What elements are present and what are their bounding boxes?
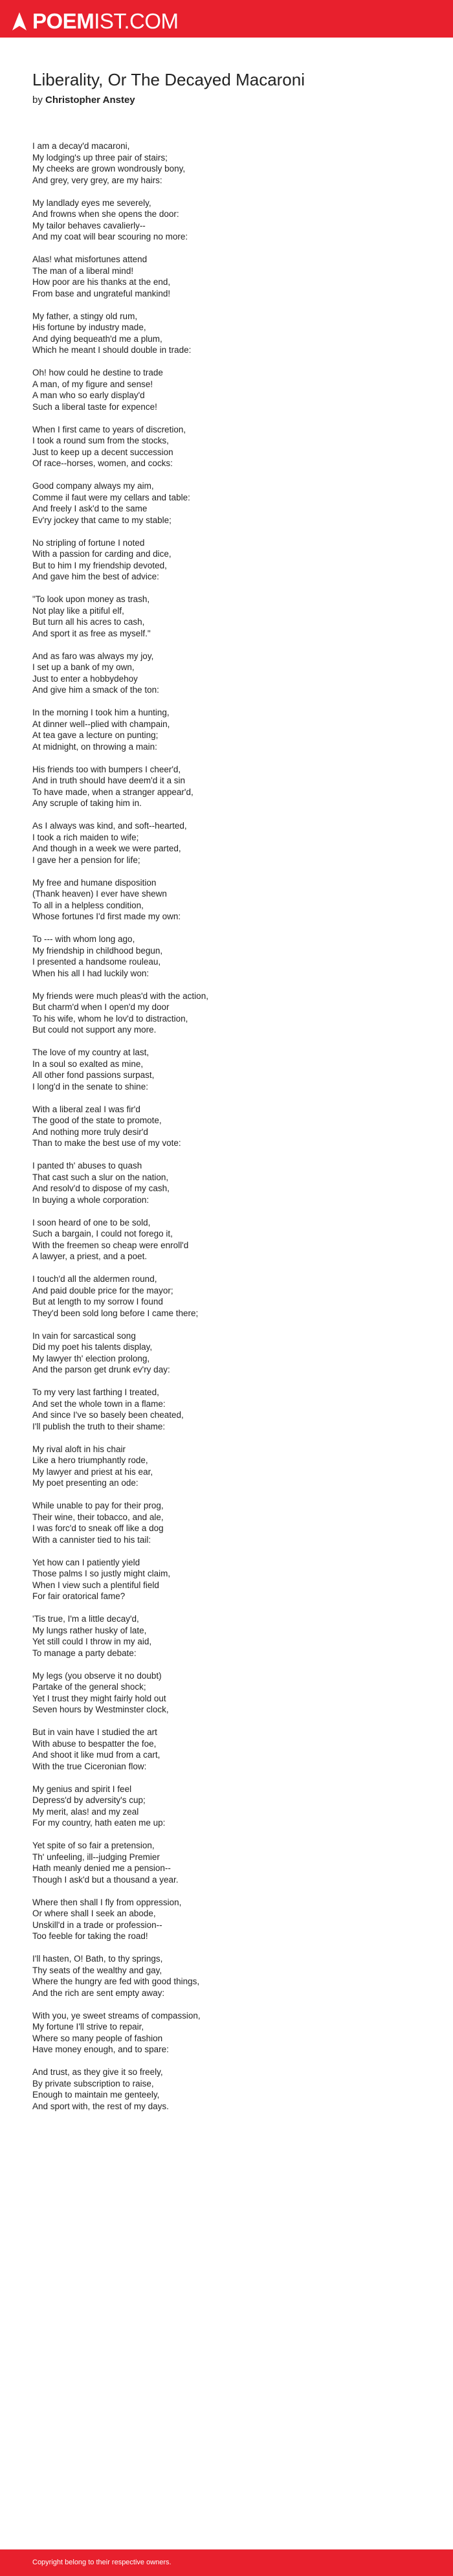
- poem-line: Too feeble for taking the road!: [32, 1931, 148, 1941]
- site-footer: [0, 2549, 453, 2576]
- poem-line: And as faro was always my joy,: [32, 651, 154, 661]
- logo-text-light: IST.COM: [94, 9, 179, 33]
- poem-line: (Thank heaven) I ever have shewn: [32, 889, 167, 899]
- poem-line: In buying a whole corporation:: [32, 1194, 149, 1205]
- logo-text-bold: POEM: [32, 9, 94, 33]
- poem-line: With the true Ciceronian flow:: [32, 1761, 147, 1771]
- stanza: [32, 1047, 434, 1092]
- poem-line: I panted th' abuses to quash: [32, 1161, 142, 1170]
- poem-line: I presented a handsome rouleau,: [32, 957, 161, 967]
- poem-line: Which he meant I should double in trade:: [32, 345, 192, 355]
- poem-line: Good company always my aim,: [32, 481, 154, 491]
- poem-line: Unskill'd in a trade or profession--: [32, 1920, 162, 1930]
- poem-line: To have made, when a stranger appear'd,: [32, 787, 193, 797]
- poem-line: Just to enter a hobbydehoy: [32, 673, 138, 684]
- stanza: [32, 1953, 434, 1999]
- poem-line: To my very last farthing I treated,: [32, 1387, 159, 1397]
- poem-line: At tea gave a lecture on punting;: [32, 730, 159, 740]
- poem-line: My friendship in childhood begun,: [32, 945, 163, 956]
- poem-line: While unable to pay for their prog,: [32, 1501, 164, 1510]
- stanza: [32, 1330, 434, 1376]
- poem-line: His fortune by industry made,: [32, 322, 146, 332]
- poem-line: My poet presenting an ode:: [32, 1478, 138, 1488]
- poem-line: And though in a week we were parted,: [32, 844, 181, 853]
- poemist-logo[interactable]: [12, 9, 179, 34]
- poem-line: But turn all his acres to cash,: [32, 617, 145, 627]
- poem-line: Partake of the general shock;: [32, 1682, 146, 1692]
- stanza: [32, 707, 434, 752]
- stanza: [32, 1500, 434, 1545]
- poem-line: My free and humane disposition: [32, 877, 157, 888]
- stanza: [32, 1160, 434, 1205]
- poem-line: My father, a stingy old rum,: [32, 311, 138, 321]
- poem-line: And resolv'd to dispose of my cash,: [32, 1183, 170, 1193]
- stanza: [32, 197, 434, 243]
- poem-line: To his wife, whom he lov'd to distraction,: [32, 1013, 188, 1024]
- stanza: [32, 254, 434, 299]
- poem-line: I'll publish the truth to their shame:: [32, 1421, 166, 1431]
- author-name[interactable]: Christopher Anstey: [45, 95, 135, 106]
- poem-line: Any scruple of taking him in.: [32, 798, 142, 808]
- poem-line: Or where shall I seek an abode,: [32, 1909, 156, 1918]
- poem-line: My genius and spirit I feel: [32, 1784, 132, 1794]
- poem-line: My lawyer th' election prolong,: [32, 1353, 150, 1363]
- poem-line: Than to make the best use of my vote:: [32, 1138, 181, 1148]
- poem-line: Yet how can I patiently yield: [32, 1557, 140, 1567]
- poem-line: And sport with, the rest of my days.: [32, 2101, 169, 2111]
- poem-line: My lungs rather husky of late,: [32, 1625, 147, 1635]
- poem-line: A man who so early display'd: [32, 390, 145, 400]
- poem-line: Where so many people of fashion: [32, 2033, 163, 2043]
- poem-line: My lawyer and priest at his ear,: [32, 1466, 153, 1477]
- poem-line: With a passion for carding and dice,: [32, 549, 171, 559]
- poem-line: My lodging's up three pair of stairs;: [32, 152, 168, 162]
- poem-line: Yet I trust they might fairly hold out: [32, 1693, 166, 1703]
- poem-line: My legs (you observe it no doubt): [32, 1670, 162, 1681]
- poem-line: But charm'd when I open'd my door: [32, 1002, 170, 1012]
- poem-line: Depress'd by adversity's cup;: [32, 1795, 146, 1805]
- poem-line: Where then shall I fly from oppression,: [32, 1897, 182, 1907]
- stanza: [32, 1217, 434, 1262]
- poem-line: His friends too with bumpers I cheer'd,: [32, 764, 181, 774]
- poem-line: In vain for sarcastical song: [32, 1330, 136, 1341]
- poem-body: [32, 140, 434, 2123]
- poem-line: My friends were much pleas'd with the action,: [32, 991, 208, 1001]
- poem-line: When I first came to years of discretion,: [32, 424, 186, 434]
- poem-line: My landlady eyes me severely,: [32, 197, 151, 208]
- byline-prefix: by: [32, 95, 43, 106]
- poem-line: Enough to maintain me genteely,: [32, 2090, 160, 2100]
- poem-line: My cheeks are grown wondrously bony,: [32, 164, 186, 174]
- poem-line: By private subscription to raise,: [32, 2078, 154, 2089]
- poem-line: And freely I ask'd to the same: [32, 504, 148, 513]
- poem-line: Of race--horses, women, and cocks:: [32, 458, 173, 468]
- poem-line: My merit, alas! and my zeal: [32, 1806, 139, 1817]
- stanza: [32, 877, 434, 923]
- poem-line: Ev'ry jockey that came to my stable;: [32, 515, 171, 525]
- poem-line: I was forc'd to sneak off like a dog: [32, 1523, 164, 1533]
- poem-line: At dinner well--plied with champain,: [32, 719, 170, 729]
- stanza: [32, 367, 434, 412]
- copyright-notice: Copyright belong to their respective owners.: [32, 2559, 171, 2566]
- poem-line: I am a decay'd macaroni,: [32, 141, 130, 151]
- poem-line: I long'd in the senate to shine:: [32, 1081, 148, 1092]
- poem-line: Comme il faut were my cellars and table:: [32, 492, 190, 502]
- poem-line: They'd been sold long before I came there;: [32, 1308, 199, 1318]
- poem-line: And shoot it like mud from a cart,: [32, 1750, 160, 1760]
- poem-line: Whose fortunes I'd first made my own:: [32, 912, 181, 921]
- poem-line: Their wine, their tobacco, and ale,: [32, 1512, 164, 1522]
- poem-line: In the morning I took him a hunting,: [32, 708, 170, 717]
- poem-line: To --- with whom long ago,: [32, 934, 135, 944]
- poem-line: And sport it as free as myself.": [32, 628, 151, 638]
- poem-line: Seven hours by Westminster clock,: [32, 1705, 169, 1714]
- poem-line: When I view such a plentiful field: [32, 1580, 159, 1590]
- site-header: [0, 0, 453, 38]
- poem-line: I'll hasten, O! Bath, to thy springs,: [32, 1954, 163, 1964]
- poem-line: The man of a liberal mind!: [32, 265, 134, 276]
- poem-line: When his all I had luckily won:: [32, 968, 149, 978]
- poem-line: But at length to my sorrow I found: [32, 1297, 163, 1306]
- poem-line: Just to keep up a decent succession: [32, 447, 173, 457]
- poem-line: The good of the state to promote,: [32, 1115, 162, 1125]
- poem-line: Thy seats of the wealthy and gay,: [32, 1965, 162, 1975]
- poem-line: In a soul so exalted as mine,: [32, 1058, 144, 1069]
- poem-line: Such a bargain, I could not forego it,: [32, 1229, 173, 1238]
- poem-line: Where the hungry are fed with good things,: [32, 1977, 200, 1986]
- stanza: [32, 1444, 434, 1489]
- stanza: [32, 1897, 434, 1942]
- poemist-logo-icon: [12, 12, 27, 31]
- stanza: [32, 311, 434, 356]
- poem-line: Yet still could I throw in my aid,: [32, 1637, 152, 1646]
- stanza: [32, 764, 434, 809]
- poem-line: With the freemen so cheap were enroll'd: [32, 1240, 189, 1250]
- stanza: [32, 480, 434, 526]
- stanza: [32, 424, 434, 469]
- stanza: [32, 2010, 434, 2055]
- poem-line: Though I ask'd but a thousand a year.: [32, 1874, 179, 1885]
- poem-line: And the rich are sent empty away:: [32, 1988, 165, 1998]
- stanza: [32, 1104, 434, 1149]
- poem-line: Yet spite of so fair a pretension,: [32, 1841, 155, 1850]
- poem-line: My fortune I'll strive to repair,: [32, 2022, 144, 2032]
- poem-line: And dying bequeath'd me a plum,: [32, 333, 162, 344]
- poem-line: And gave him the best of advice:: [32, 572, 159, 581]
- poem-line: No stripling of fortune I noted: [32, 537, 145, 548]
- poem-line: For my country, hath eaten me up:: [32, 1818, 166, 1828]
- poem-line: And paid double price for the mayor;: [32, 1285, 173, 1295]
- poem-line: With a cannister tied to his tail:: [32, 1534, 151, 1545]
- stanza: [32, 1727, 434, 1772]
- poem-line: And in truth should have deem'd it a sin: [32, 776, 185, 785]
- stanza: [32, 594, 434, 639]
- poem-line: "To look upon money as trash,: [32, 594, 150, 604]
- poem-line: And since I've so basely been cheated,: [32, 1410, 184, 1420]
- poem-line: Not play like a pitiful elf,: [32, 605, 124, 616]
- poem-line: I touch'd all the aldermen round,: [32, 1274, 157, 1284]
- poem-line: And grey, very grey, are my hairs:: [32, 175, 162, 185]
- poem-line: To all in a helpless condition,: [32, 900, 144, 910]
- poem-line: All other fond passions surpast,: [32, 1070, 155, 1080]
- poem-line: And the parson get drunk ev'ry day:: [32, 1365, 170, 1374]
- poem-line: I gave her a pension for life;: [32, 855, 140, 865]
- poem-line: Like a hero triumphantly rode,: [32, 1455, 148, 1465]
- byline: [32, 95, 135, 106]
- stanza: [32, 1670, 434, 1716]
- stanza: [32, 1273, 434, 1319]
- poem-line: How poor are his thanks at the end,: [32, 277, 171, 287]
- poem-line: From base and ungrateful mankind!: [32, 288, 171, 298]
- poem-line: The love of my country at last,: [32, 1047, 149, 1057]
- poem-line: And set the whole town in a flame:: [32, 1398, 166, 1409]
- poem-line: My tailor behaves cavalierly--: [32, 220, 146, 230]
- poem-title: Liberality, Or The Decayed Macaroni: [32, 70, 305, 89]
- poem-line: And my coat will bear scouring no more:: [32, 232, 188, 241]
- poem-line: Hath meanly denied me a pension--: [32, 1863, 171, 1873]
- poem-line: And nothing more truly desir'd: [32, 1126, 148, 1137]
- stanza: [32, 1557, 434, 1602]
- poem-line: At midnight, on throwing a main:: [32, 741, 157, 752]
- poem-line: That cast such a slur on the nation,: [32, 1172, 169, 1182]
- poem-line: And trust, as they give it so freely,: [32, 2067, 163, 2077]
- poem-line: I took a round sum from the stocks,: [32, 436, 169, 445]
- poem-line: Oh! how could he destine to trade: [32, 368, 163, 377]
- poem-line: With abuse to bespatter the foe,: [32, 1738, 157, 1749]
- poem-line: I set up a bank of my own,: [32, 662, 135, 672]
- poem-line: I took a rich maiden to wife;: [32, 832, 139, 842]
- poem-line: A lawyer, a priest, and a poet.: [32, 1251, 148, 1261]
- stanza: [32, 140, 434, 186]
- poem-line: 'Tis true, I'm a little decay'd,: [32, 1614, 139, 1624]
- poem-line: Those palms I so justly might claim,: [32, 1569, 171, 1578]
- poem-line: With a liberal zeal I was fir'd: [32, 1104, 140, 1114]
- stanza: [32, 1613, 434, 1659]
- stanza: [32, 651, 434, 696]
- poem-line: But to him I my friendship devoted,: [32, 560, 167, 570]
- poem-line: Alas! what misfortunes attend: [32, 254, 148, 264]
- poem-line: To manage a party debate:: [32, 1648, 137, 1658]
- poem-line: As I always was kind, and soft--hearted,: [32, 821, 187, 831]
- poem-line: And frowns when she opens the door:: [32, 209, 179, 219]
- stanza: [32, 2066, 434, 2112]
- stanza: [32, 991, 434, 1036]
- poem-line: With you, ye sweet streams of compassion,: [32, 2010, 201, 2021]
- poem-line: Did my poet his talents display,: [32, 1342, 153, 1352]
- poem-line: My rival aloft in his chair: [32, 1444, 126, 1454]
- poem-line: For fair oratorical fame?: [32, 1591, 126, 1601]
- stanza: [32, 934, 434, 979]
- poem-line: Have money enough, and to spare:: [32, 2044, 169, 2054]
- poem-line: But could not support any more.: [32, 1025, 157, 1035]
- poem-line: But in vain have I studied the art: [32, 1727, 157, 1737]
- poem-line: I soon heard of one to be sold,: [32, 1217, 151, 1227]
- stanza: [32, 1840, 434, 1885]
- poem-line: Th' unfeeling, ill--judging Premier: [32, 1852, 160, 1862]
- stanza: [32, 537, 434, 583]
- poem-line: And give him a smack of the ton:: [32, 685, 159, 695]
- poem-line: Such a liberal taste for expence!: [32, 401, 157, 412]
- stanza: [32, 820, 434, 866]
- stanza: [32, 1387, 434, 1432]
- poem-line: A man, of my figure and sense!: [32, 379, 153, 389]
- stanza: [32, 1784, 434, 1829]
